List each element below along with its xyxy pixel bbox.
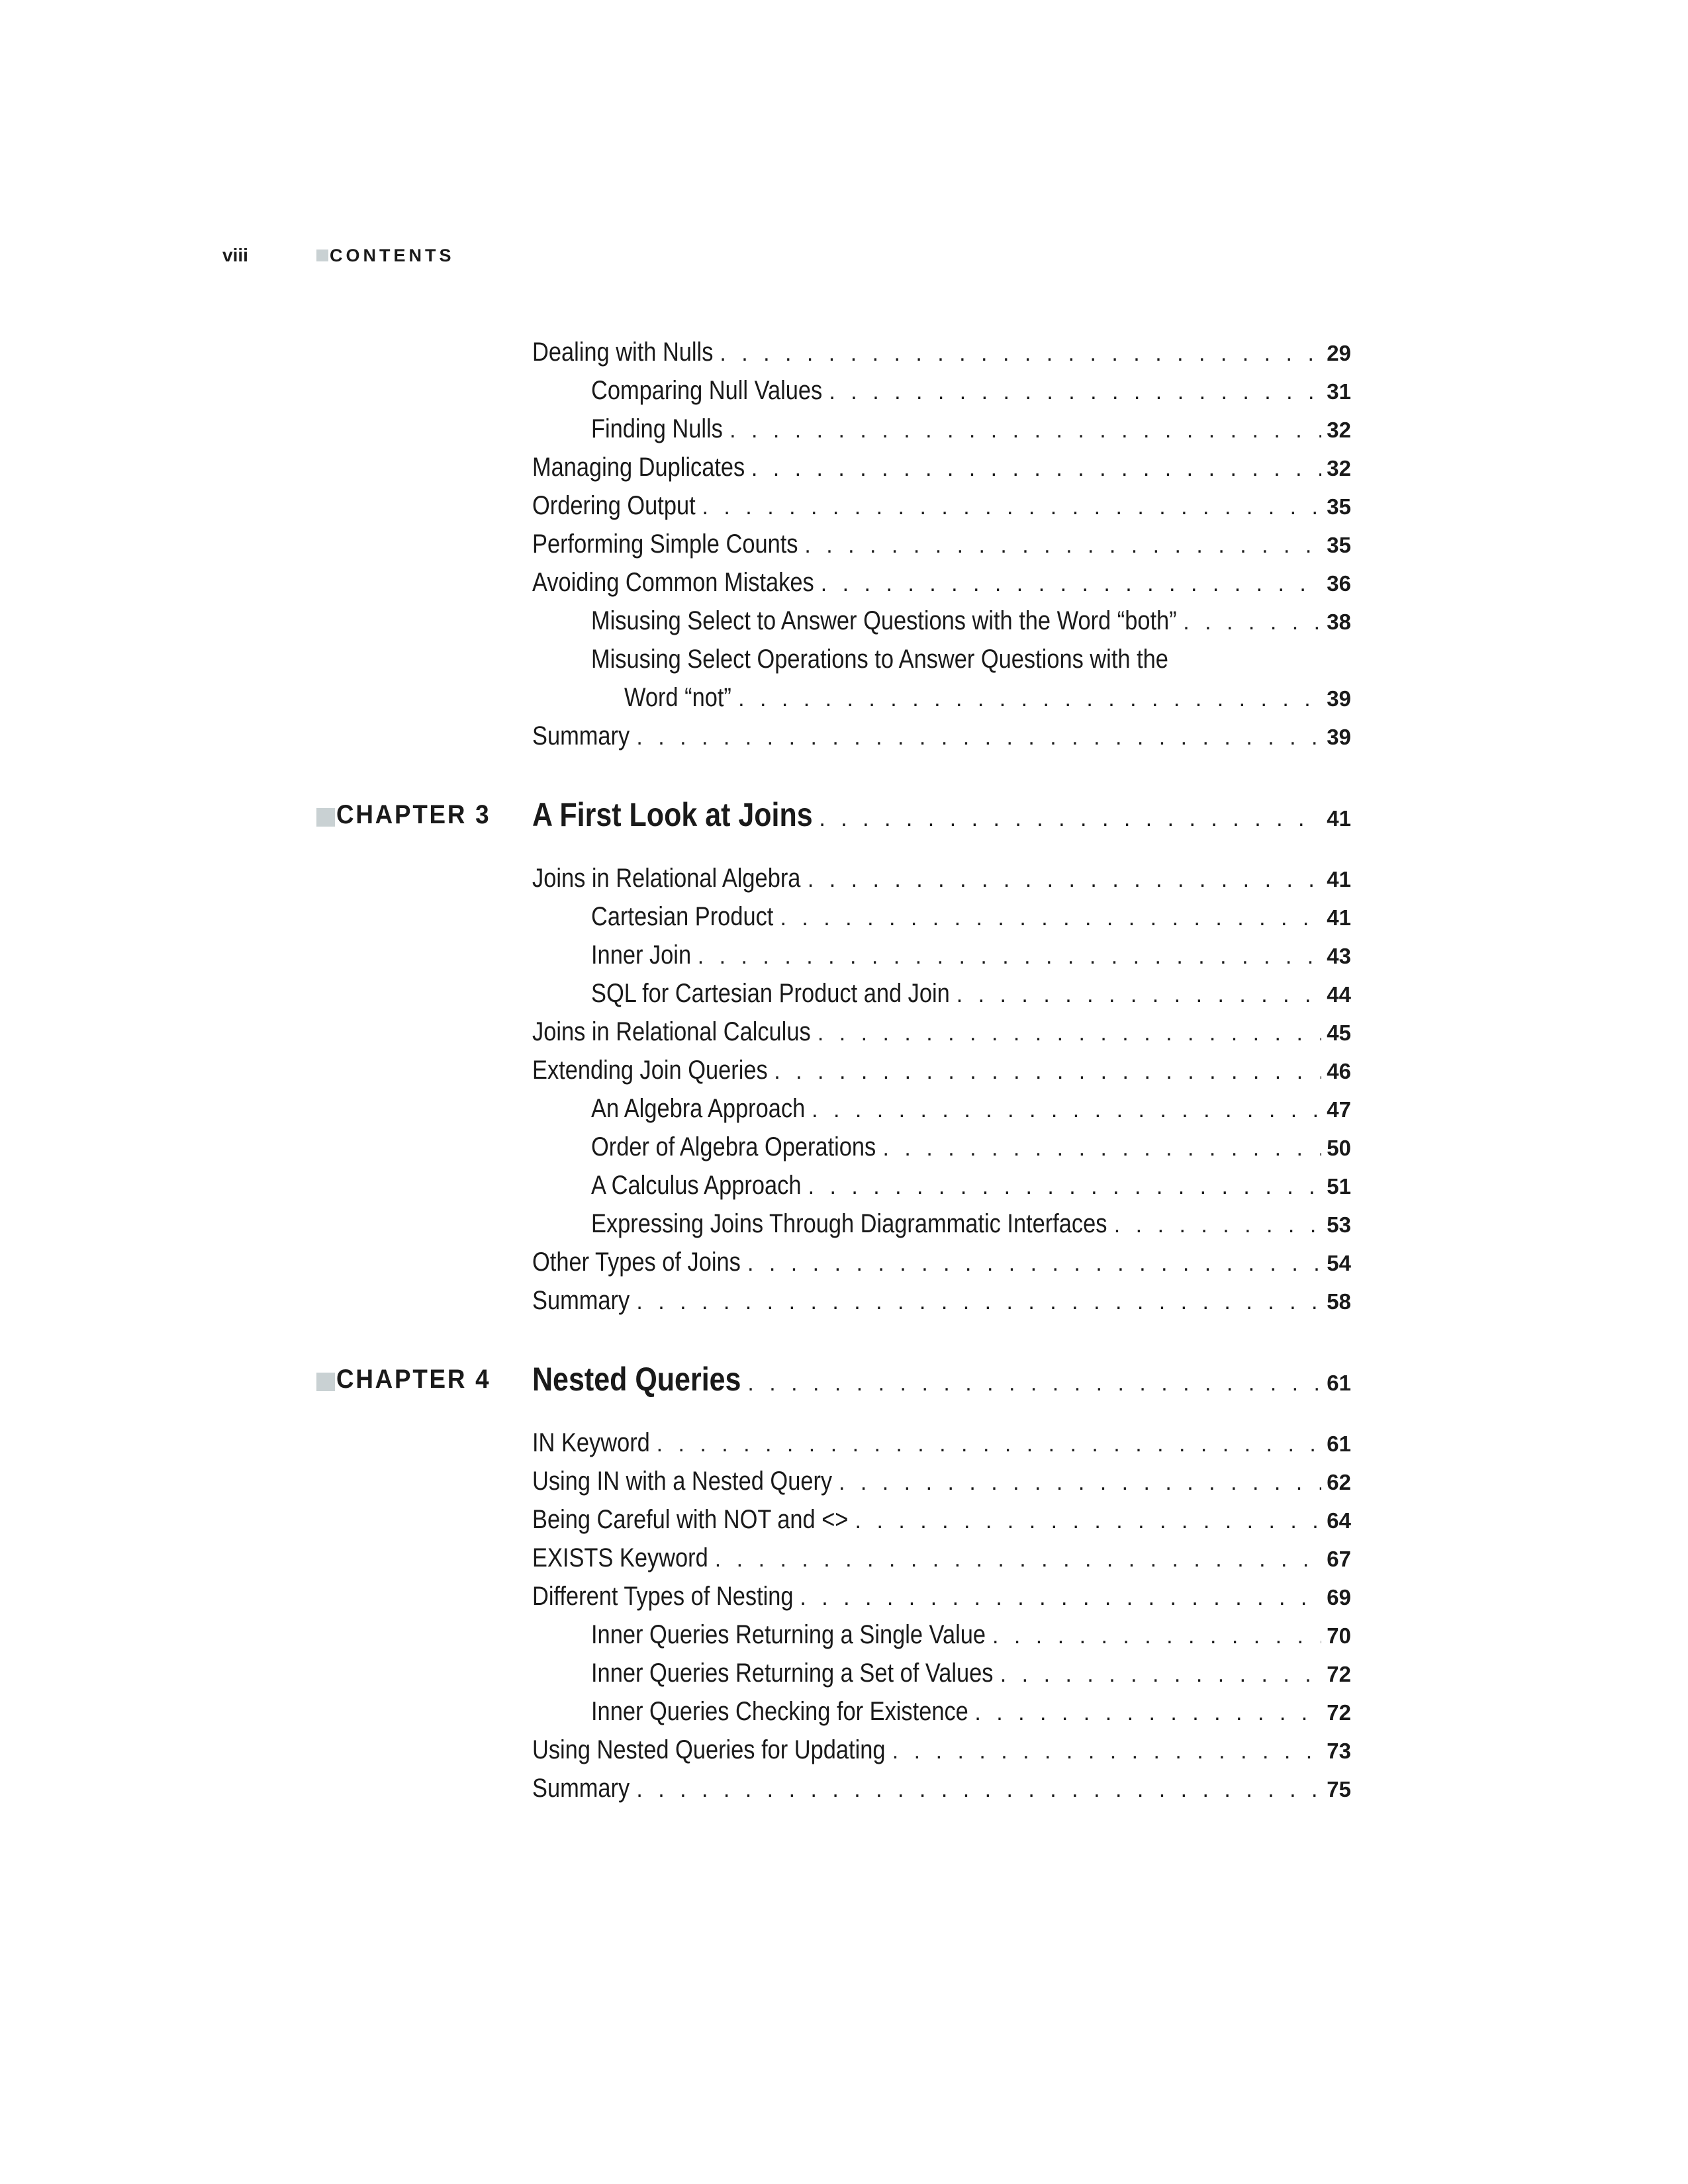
dot-leader [839,1463,1321,1502]
toc-subentry[interactable] [591,1166,1351,1205]
square-bullet-icon [316,1373,335,1391]
dot-leader [804,526,1321,565]
toc-entry-page: 36 [1327,571,1351,596]
toc-entry-page: 70 [1327,1623,1351,1648]
toc-entry[interactable] [532,1281,1351,1320]
chapter-heading[interactable] [316,1358,1351,1400]
toc-entry-page: 67 [1327,1547,1351,1571]
toc-entry-page: 44 [1327,982,1351,1007]
toc-subentry[interactable] [591,602,1351,640]
toc-entry-page: 35 [1327,494,1351,519]
toc-entry-page: 32 [1327,456,1351,480]
toc-entry-page: 39 [1327,725,1351,749]
toc-entry[interactable] [532,525,1351,563]
toc-entry-label: Misusing Select Operations to Answer Questions with the [591,645,1168,674]
dot-leader [698,937,1322,976]
toc-entry[interactable] [532,1243,1351,1281]
toc-entry[interactable] [532,1769,1351,1807]
dot-leader [883,1129,1322,1167]
toc-entry[interactable] [532,1539,1351,1577]
dot-leader [747,1244,1321,1283]
toc-entry[interactable] [532,859,1351,897]
page-number: viii [222,245,248,265]
dot-leader [774,1052,1321,1091]
toc-entry-label: Using IN with a Nested Query [532,1467,833,1496]
toc-entry-label: Summary [532,721,630,751]
toc-entry[interactable] [532,1462,1351,1500]
toc-entry-label: Ordering Output [532,491,696,520]
square-bullet-icon [316,808,335,827]
toc-entry-page: 29 [1327,341,1351,365]
toc-subentry[interactable] [591,897,1351,936]
dot-leader [780,899,1322,937]
toc-entry-page: 54 [1327,1251,1351,1275]
toc-entry-label: Cartesian Product [591,902,774,931]
toc-subentry[interactable] [591,1654,1351,1692]
chapter-title: A First Look at Joins [532,796,813,833]
dot-leader [992,1617,1321,1655]
toc-entry-label: SQL for Cartesian Product and Join [591,979,950,1008]
toc-entry[interactable] [532,333,1351,371]
toc-subentry[interactable] [591,1615,1351,1654]
dot-leader [636,718,1321,756]
toc-entry-label: Inner Queries Returning a Set of Values [591,1659,994,1688]
dot-leader [1000,1655,1322,1694]
dot-leader [715,1540,1322,1578]
dot-leader [800,1578,1321,1617]
toc-entry[interactable] [532,1424,1351,1462]
toc-subentry[interactable] [591,640,1351,678]
toc-entry-label: Comparing Null Values [591,376,823,405]
toc-entry-label: Different Types of Nesting [532,1582,794,1611]
dot-leader [808,1167,1322,1206]
toc-entry-page: 50 [1327,1136,1351,1160]
toc-entry-label: Other Types of Joins [532,1248,741,1277]
toc-entry-page: 46 [1327,1059,1351,1083]
chapter-page: 41 [1327,806,1351,831]
toc-entry[interactable] [532,1500,1351,1539]
toc-entry-page: 43 [1327,944,1351,968]
dot-leader [818,1014,1321,1052]
toc-entry-label: Finding Nulls [591,414,723,443]
toc-entry-page: 58 [1327,1289,1351,1314]
toc-entry-label: Managing Duplicates [532,453,745,482]
toc-entry-page: 38 [1327,610,1351,634]
toc-entry-page: 39 [1327,686,1351,711]
toc-entry-label: Joins in Relational Algebra [532,864,801,893]
toc-subentry[interactable] [591,1128,1351,1166]
toc-entry-label: Expressing Joins Through Diagrammatic Interfaces [591,1209,1107,1238]
dot-leader [720,334,1321,373]
toc-entry-label: Extending Join Queries [532,1056,768,1085]
toc-entry-page: 75 [1327,1777,1351,1801]
dot-leader [751,449,1321,488]
toc-entry-page: 31 [1327,379,1351,404]
toc-entry-page: 47 [1327,1097,1351,1122]
chapter-heading[interactable] [316,794,1351,836]
square-bullet-icon [316,250,328,261]
dot-leader [819,797,1321,840]
toc-entry[interactable] [532,1731,1351,1769]
dot-leader [1114,1206,1322,1244]
toc-entry-label: Being Careful with NOT and <> [532,1505,849,1534]
toc-entry-page: 35 [1327,533,1351,557]
toc-entry-page: 61 [1327,1432,1351,1456]
toc-subentry-continuation[interactable] [624,678,1351,717]
chapter-title-line [532,1358,1351,1404]
dot-leader [957,976,1322,1014]
toc-entry[interactable] [532,1051,1351,1089]
toc-subentry[interactable] [591,371,1351,410]
toc-entry-label: EXISTS Keyword [532,1543,708,1572]
chapter-title-line [532,794,1351,840]
dot-leader [808,860,1321,899]
toc-entry-page: 72 [1327,1662,1351,1686]
toc-entry-label: A Calculus Approach [591,1171,802,1200]
chapter-number: CHAPTER 4 [336,1365,491,1394]
toc-entry-page: 62 [1327,1470,1351,1494]
toc-subentry[interactable] [591,410,1351,448]
toc-subentry[interactable] [591,1692,1351,1731]
toc-entry[interactable] [532,717,1351,755]
toc-entry-label: An Algebra Approach [591,1094,806,1123]
toc-entry-page: 64 [1327,1508,1351,1533]
toc-entry[interactable] [532,486,1351,525]
chapter-page: 61 [1327,1371,1351,1395]
toc-entry[interactable] [532,1013,1351,1051]
toc-entry[interactable] [532,563,1351,602]
toc-entry-label: Avoiding Common Mistakes [532,568,814,597]
toc-subentry[interactable] [591,936,1351,974]
dot-leader [738,680,1321,718]
dot-leader [1183,603,1321,641]
toc-entry-label: Inner Queries Returning a Single Value [591,1620,986,1649]
dot-leader [829,373,1321,411]
toc-entry-page: 51 [1327,1174,1351,1199]
toc-entry-label: Order of Algebra Operations [591,1132,876,1161]
toc-entry-label: Dealing with Nulls [532,338,714,367]
toc-entry[interactable] [532,1577,1351,1615]
dot-leader [657,1425,1322,1463]
toc-entry-label: Misusing Select to Answer Questions with the Word “both” [591,606,1177,635]
toc-entry-page: 72 [1327,1700,1351,1725]
dot-leader [821,565,1322,603]
dot-leader [747,1362,1321,1404]
dot-leader [636,1770,1321,1809]
dot-leader [855,1502,1322,1540]
dot-leader [974,1694,1321,1732]
toc-entry-page: 45 [1327,1021,1351,1045]
dot-leader [729,411,1321,449]
chapter-title: Nested Queries [532,1361,741,1398]
toc-entry-page: 73 [1327,1739,1351,1763]
toc-entry-label: Inner Join [591,940,692,970]
toc-entry-label: Inner Queries Checking for Existence [591,1697,968,1726]
toc-entry-label: Summary [532,1286,630,1315]
toc-entry-page: 69 [1327,1585,1351,1610]
dot-leader [702,488,1322,526]
toc-entry-label: Summary [532,1774,630,1803]
chapter-number: CHAPTER 3 [336,800,491,829]
toc-entry[interactable] [532,448,1351,486]
dot-leader [636,1283,1321,1321]
toc-entry-label: Performing Simple Counts [532,529,798,559]
running-head-label: CONTENTS [330,246,455,265]
toc-entry-label: Joins in Relational Calculus [532,1017,811,1046]
toc-subentry[interactable] [591,1205,1351,1243]
dot-leader [812,1091,1321,1129]
toc-entry-page: 53 [1327,1212,1351,1237]
toc-entry-page: 32 [1327,418,1351,442]
toc-subentry[interactable] [591,974,1351,1013]
dot-leader [892,1732,1322,1770]
toc-entry-page: 41 [1327,867,1351,891]
toc-entry-label: Using Nested Queries for Updating [532,1735,886,1764]
toc-entry-label: Word “not” [624,683,731,712]
toc-entry-page: 41 [1327,905,1351,930]
toc-entry-label: IN Keyword [532,1428,650,1457]
running-head [222,242,884,269]
toc-subentry[interactable] [591,1089,1351,1128]
